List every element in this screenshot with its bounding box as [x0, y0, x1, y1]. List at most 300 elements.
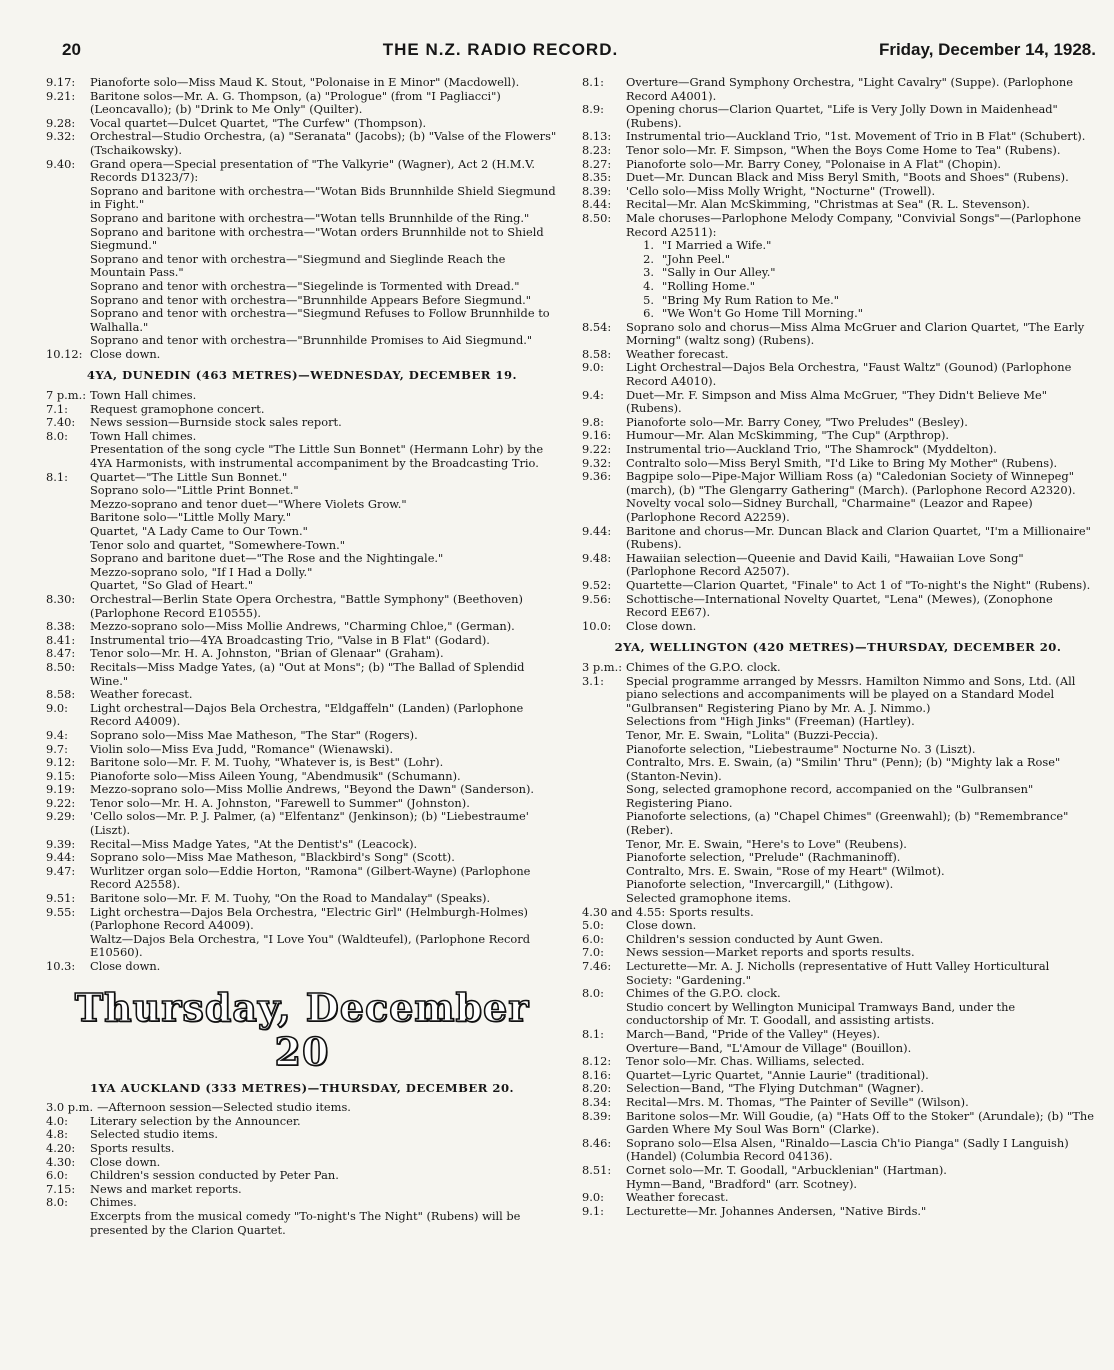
- programme-entry: [582, 1110, 1094, 1137]
- song-title: "John Peel.": [662, 251, 731, 266]
- entry-text: Grand opera—Special presentation of "The Valkyrie" (Wagner), Act 2 (H.M.V. Records D1323/7):: [90, 156, 535, 185]
- entry-time: 4.20:: [46, 1140, 76, 1155]
- programme-entry: [46, 212, 558, 226]
- entry-time: 6.0:: [582, 931, 604, 946]
- entry-text: News session—Market reports and sports results.: [626, 945, 915, 960]
- entry-text: Contralto, Mrs. E. Swain, "Rose of my Heart" (Wilmot).: [626, 863, 945, 878]
- numbered-song: [582, 294, 1094, 308]
- programme-entry: [46, 933, 558, 960]
- programme-entry: [46, 1115, 558, 1129]
- entry-text: Opening chorus—Clarion Quartet, "Life is Very Jolly Down in Maidenhead" (Rubens).: [626, 102, 1058, 130]
- entry-text: Quartet—Lyric Quartet, "Annie Laurie" (traditional).: [626, 1067, 929, 1082]
- song-title: "We Won't Go Home Till Morning.": [662, 306, 863, 321]
- entry-text: Chimes.: [90, 1195, 137, 1210]
- entry-text: Duet—Mr. Duncan Black and Miss Beryl Smith, "Boots and Shoes" (Rubens).: [626, 170, 1069, 185]
- entry-text: Soprano and tenor with orchestra—"Siegelinde is Tormented with Dread.": [90, 278, 520, 293]
- entry-text: Selected studio items.: [90, 1127, 218, 1142]
- entry-time: 8.12:: [582, 1054, 612, 1069]
- entry-text: Pianoforte solo—Mr. Barry Coney, "Polonaise in A Flat" (Chopin).: [626, 156, 1002, 171]
- entry-time: 9.0:: [46, 700, 68, 715]
- programme-entry: [46, 1101, 558, 1115]
- entry-time: 4.8:: [46, 1127, 68, 1142]
- right-programme-block-1: [582, 76, 1094, 239]
- entry-text: Selected gramophone items.: [626, 891, 792, 906]
- entry-text: Duet—Mr. F. Simpson and Miss Alma McGruer, "They Didn't Believe Me" (Rubens).: [626, 387, 1047, 416]
- programme-entry: [46, 566, 558, 580]
- entry-time: 3.0 p.m.: [46, 1100, 94, 1115]
- entry-text: Soprano and baritone duet—"The Rose and the Nightingale.": [90, 551, 444, 566]
- entry-time: 9.36:: [582, 469, 612, 484]
- entry-text: Close down.: [626, 918, 697, 933]
- entry-text: Soprano and tenor with orchestra—"Siegmund and Sieglinde Reach the Mountain Pass.": [90, 251, 506, 280]
- entry-text: Wurlitzer organ solo—Eddie Horton, "Ramona" (Gilbert-Wayne) (Parlophone Record A2558).: [90, 863, 531, 892]
- entry-text: Soprano and baritone with orchestra—"Wotan tells Brunnhilde of the Ring.": [90, 210, 530, 225]
- entry-text: Pianoforte selection, "Prelude" (Rachmaninoff).: [626, 850, 901, 865]
- programme-entry: [582, 1069, 1094, 1083]
- entry-text: Recital—Miss Madge Yates, "At the Dentist's" (Leacock).: [90, 836, 418, 851]
- programme-entry: [582, 1205, 1094, 1219]
- programme-entry: [582, 171, 1094, 185]
- programme-entry: [46, 647, 558, 661]
- entry-time: 9.15:: [46, 768, 76, 783]
- entry-text: Overture—Band, "L'Amour de Village" (Bouillon).: [626, 1040, 912, 1055]
- day-heading: Thursday, December 20: [74, 984, 530, 1074]
- entry-text: Baritone solos—Mr. A. G. Thompson, (a) "Prologue" (from "I Pagliacci") (Leoncavallo); (b) "Drink to Me Only" (Quilter).: [90, 88, 501, 117]
- entry-text: 'Cello solos—Mr. P. J. Palmer, (a) "Elfentanz" (Jenkinson); (b) "Liebestraume' (Liszt).: [90, 809, 529, 838]
- entry-text: Pianoforte solo—Miss Aileen Young, "Abendmusik" (Schumann).: [90, 768, 461, 783]
- entry-text: Baritone solos—Mr. Will Goudie, (a) "Hats Off to the Stoker" (Arundale); (b) "The Garden Where My Soul Was Born" (Clarke).: [626, 1108, 1094, 1137]
- entry-text: Violin solo—Miss Eva Judd, "Romance" (Wienawski).: [90, 741, 394, 756]
- programme-entry: [582, 429, 1094, 443]
- entry-text: Tenor, Mr. E. Swain, "Lolita" (Buzzi-Peccia).: [626, 727, 879, 742]
- entry-text: Baritone solo—"Little Molly Mary.": [90, 510, 292, 525]
- entry-time: 10.3:: [46, 959, 76, 973]
- entry-text: Recitals—Miss Madge Yates, (a) "Out at Mons"; (b) "The Ballad of Splendid Wine.": [90, 659, 525, 688]
- programme-entry: [46, 117, 558, 131]
- entry-time: 9.1:: [582, 1203, 604, 1218]
- entry-text: Soprano and baritone with orchestra—"Wotan orders Brunnhilde not to Shield Siegmund.": [90, 224, 544, 253]
- entry-time: 9.12:: [46, 755, 76, 770]
- programme-entry: [46, 1196, 558, 1210]
- programme-entry: [582, 457, 1094, 471]
- programme-entry: [46, 511, 558, 525]
- entry-time: 9.4:: [582, 387, 604, 402]
- programme-entry: [582, 1042, 1094, 1056]
- programme-entry: [582, 361, 1094, 388]
- entry-time: 9.29:: [46, 809, 76, 824]
- section-heading-4ya: 4YA, DUNEDIN (463 METRES)—WEDNESDAY, DECEMBER 19.: [86, 368, 518, 383]
- programme-entry: [582, 675, 1094, 716]
- numbered-song: [582, 280, 1094, 294]
- programme-entry: [582, 933, 1094, 947]
- entry-time: 7.46:: [582, 959, 612, 973]
- programme-entry: [46, 1210, 558, 1237]
- entry-time: 9.8:: [582, 414, 604, 429]
- numbered-song: [582, 266, 1094, 280]
- entry-time: 8.54:: [582, 319, 612, 334]
- entry-text: Close down.: [626, 618, 697, 633]
- entry-text: Orchestral—Berlin State Opera Orchestra, "Battle Symphony" (Beethoven) (Parlophone Record E10555).: [90, 591, 523, 620]
- entry-text: Children's session conducted by Aunt Gwen.: [626, 931, 884, 946]
- entry-time: 4.30:: [46, 1154, 76, 1169]
- left-programme-block-1: [46, 76, 558, 361]
- entry-text: Quartette—Clarion Quartet, "Finale" to Act 1 of "To-night's the Night" (Rubens).: [626, 577, 1091, 592]
- programme-entry: [582, 1096, 1094, 1110]
- entry-time: 7.0:: [582, 945, 604, 960]
- entry-time: 8.46:: [582, 1135, 612, 1150]
- entry-text: Hawaiian selection—Queenie and David Kaili, "Hawaiian Love Song" (Parlophone Record A2507).: [626, 550, 1024, 579]
- entry-time: 9.22:: [582, 442, 612, 457]
- programme-entry: [46, 865, 558, 892]
- entry-time: 8.1:: [582, 76, 604, 89]
- programme-entry: [46, 498, 558, 512]
- entry-time: 8.0:: [46, 1195, 68, 1210]
- programme-entry: [582, 1082, 1094, 1096]
- entry-text: Tenor solo—Mr. H. A. Johnston, "Brian of Glenaar" (Graham).: [90, 646, 444, 661]
- left-programme-block-2: [46, 389, 558, 974]
- entry-time: 9.32:: [46, 129, 76, 144]
- entry-text: Mezzo-soprano solo—Miss Mollie Andrews, "Beyond the Dawn" (Sanderson).: [90, 782, 535, 797]
- entry-text: Male choruses—Parlophone Melody Company, "Convivial Songs"—(Parlophone Record A2511):: [626, 210, 1081, 239]
- entry-time: 9.17:: [46, 76, 76, 89]
- entry-time: 8.16:: [582, 1067, 612, 1082]
- programme-entry: [582, 810, 1094, 837]
- entry-text: Quartet, "So Glad of Heart.": [90, 578, 254, 593]
- entry-time: 8.9:: [582, 102, 604, 117]
- entry-text: Weather forecast.: [626, 346, 729, 361]
- programme-entry: [46, 334, 558, 348]
- programme-entry: [582, 579, 1094, 593]
- entry-text: Selections from "High Jinks" (Freeman) (Hartley).: [626, 714, 915, 729]
- entry-time: 9.28:: [46, 115, 76, 130]
- programme-entry: [46, 634, 558, 648]
- programme-entry: [46, 851, 558, 865]
- programme-entry: [582, 1055, 1094, 1069]
- left-column: [46, 76, 558, 1356]
- entry-text: Weather forecast.: [626, 1190, 729, 1205]
- song-title: "Sally in Our Alley.": [662, 265, 776, 280]
- entry-text: Close down.: [90, 1154, 161, 1169]
- programme-entry: [582, 497, 1094, 524]
- programme-entry: [582, 525, 1094, 552]
- programme-entry: [46, 443, 558, 470]
- issue-date: Friday, December 14, 1928.: [878, 40, 1096, 59]
- programme-entry: [582, 715, 1094, 729]
- entry-text: Light Orchestral—Dajos Bela Orchestra, "Faust Waltz" (Gounod) (Parlophone Record A4010).: [626, 360, 1072, 389]
- programme-entry: [46, 729, 558, 743]
- entry-text: Contralto, Mrs. E. Swain, (a) "Smilin' Thru" (Penn); (b) "Mighty lak a Rose" (Stanton-Nevin).: [626, 755, 1061, 783]
- programme-entry: [46, 770, 558, 784]
- entry-text: Town Hall chimes.: [90, 428, 197, 443]
- programme-entry: [582, 198, 1094, 212]
- programme-entry: [582, 878, 1094, 892]
- programme-entry: [46, 90, 558, 117]
- programme-entry: [46, 797, 558, 811]
- numbered-song: [582, 239, 1094, 253]
- entry-text: Presentation of the song cycle "The Little Sun Bonnet" (Hermann Lohr) by the 4YA Harmonists, with instrumental accompaniment by the Broadcasting Trio.: [90, 442, 544, 471]
- entry-text: Mezzo-soprano solo—Miss Mollie Andrews, "Charming Chloe," (German).: [90, 619, 515, 634]
- entry-time: 9.32:: [582, 455, 612, 470]
- programme-entry: [46, 389, 558, 403]
- programme-entry: [46, 307, 558, 334]
- entry-time: 10.12:: [46, 346, 83, 361]
- programme-entry: [46, 552, 558, 566]
- song-title: "Rolling Home.": [662, 278, 756, 293]
- programme-entry: [46, 484, 558, 498]
- entry-text: Soprano solo—Miss Mae Matheson, "The Star" (Rogers).: [90, 727, 418, 742]
- programme-entry: [46, 756, 558, 770]
- programme-entry: [46, 620, 558, 634]
- programme-entry: [46, 838, 558, 852]
- programme-entry: [582, 1001, 1094, 1028]
- programme-entry: [582, 593, 1094, 620]
- entry-text: News and market reports.: [90, 1181, 242, 1196]
- programme-entry: [46, 471, 558, 485]
- programme-entry: [46, 430, 558, 444]
- programme-entry: [46, 253, 558, 280]
- programme-entry: [46, 892, 558, 906]
- columns: [46, 76, 1094, 1356]
- programme-entry: [46, 593, 558, 620]
- entry-text: Baritone solo—Mr. F. M. Tuohy, "Whatever is, is Best" (Lohr).: [90, 755, 444, 770]
- programme-entry: [46, 743, 558, 757]
- entry-text: Special programme arranged by Messrs. Hamilton Nimmo and Sons, Ltd. (All piano selections and accompaniments will be played on a Standard Model "Gulbransen" Registering Piano by Mr. A. J. Nimmo.): [626, 673, 1076, 715]
- right-column: [582, 76, 1094, 1356]
- programme-entry: [582, 443, 1094, 457]
- entry-text: Tenor solo—Mr. Chas. Williams, selected.: [626, 1054, 865, 1069]
- entry-text: Pianoforte selection, "Liebestraume" Nocturne No. 3 (Liszt).: [626, 741, 976, 756]
- entry-text: Lecturette—Mr. A. J. Nicholls (representative of Hutt Valley Horticultural Society: "Gardening.": [626, 959, 1050, 987]
- entry-text: Lecturette—Mr. Johannes Andersen, "Native Birds.": [626, 1203, 927, 1218]
- entry-text: Close down.: [90, 959, 161, 973]
- entry-time: 7.40:: [46, 415, 76, 430]
- entry-time: 3.1:: [582, 673, 604, 688]
- entry-text: Studio concert by Wellington Municipal Tramways Band, under the conductorship of Mr. T. Goodall, and assisting artists.: [626, 999, 1016, 1028]
- entry-text: Vocal quartet—Dulcet Quartet, "The Curfew" (Thompson).: [90, 115, 427, 130]
- entry-text: Baritone solo—Mr. F. M. Tuohy, "On the Road to Mandalay" (Speaks).: [90, 891, 491, 906]
- programme-entry: [46, 688, 558, 702]
- entry-text: Tenor solo—Mr. H. A. Johnston, "Farewell to Summer" (Johnston).: [90, 795, 470, 810]
- entry-text: Mezzo-soprano and tenor duet—"Where Violets Grow.": [90, 496, 407, 511]
- entry-text: Soprano solo—"Little Print Bonnet.": [90, 483, 299, 498]
- entry-time: 5.0:: [582, 918, 604, 933]
- entry-text: Pianoforte selections, (a) "Chapel Chimes" (Greenwahl); (b) "Remembrance" (Reber).: [626, 809, 1069, 838]
- entry-time: 8.20:: [582, 1081, 612, 1096]
- programme-entry: [582, 783, 1094, 810]
- entry-time: 9.16:: [582, 428, 612, 443]
- programme-entry: [582, 103, 1094, 130]
- entry-time: 10.0:: [582, 618, 612, 633]
- song-title: "I Married a Wife.": [662, 238, 772, 253]
- programme-entry: [46, 1128, 558, 1142]
- entry-text: Tenor, Mr. E. Swain, "Here's to Love" (Reubens).: [626, 836, 907, 851]
- programme-entry: [582, 552, 1094, 579]
- entry-time: 9.55:: [46, 904, 76, 919]
- programme-entry: [582, 348, 1094, 362]
- programme-entry: [582, 470, 1094, 497]
- entry-text: Baritone and chorus—Mr. Duncan Black and Clarion Quartet, "I'm a Millionaire" (Rubens).: [626, 523, 1091, 552]
- entry-text: Cornet solo—Mr. T. Goodall, "Arbucklenian" (Hartman).: [626, 1162, 947, 1177]
- entry-text: Pianoforte selection, "Invercargill," (Lithgow).: [626, 877, 894, 892]
- programme-entry: [46, 280, 558, 294]
- entry-time: 9.0:: [582, 1190, 604, 1205]
- entry-text: Sports results.: [90, 1140, 175, 1155]
- entry-text: —Afternoon session—Selected studio items.: [97, 1100, 351, 1115]
- programme-entry: [46, 579, 558, 593]
- entry-time: 8.23:: [582, 142, 612, 157]
- entry-time: 8.13:: [582, 129, 612, 144]
- programme-entry: [582, 620, 1094, 634]
- entry-time: 8.41:: [46, 632, 76, 647]
- programme-entry: [582, 212, 1094, 239]
- programme-entry: [582, 865, 1094, 879]
- programme-entry: [582, 919, 1094, 933]
- programme-entry: [582, 661, 1094, 675]
- programme-entry: [46, 416, 558, 430]
- entry-time: 8.30:: [46, 591, 76, 606]
- entry-text: Soprano and tenor with orchestra—"Brunnhilde Appears Before Siegmund.": [90, 292, 532, 307]
- programme-entry: [46, 294, 558, 308]
- entry-text: Hymn—Band, "Bradford" (arr. Scotney).: [626, 1176, 858, 1191]
- entry-text: Town Hall chimes.: [90, 388, 197, 403]
- entry-text: Instrumental trio—Auckland Trio, "The Shamrock" (Myddelton).: [626, 442, 997, 457]
- entry-text: Novelty vocal solo—Sidney Burchall, "Charmaine" (Leazor and Rapee) (Parlophone Record A2259).: [626, 496, 1033, 524]
- entry-time: 4.30 and 4.55:: [582, 904, 666, 919]
- entry-text: News session—Burnside stock sales report.: [90, 415, 342, 430]
- programme-entry: [582, 144, 1094, 158]
- entry-text: March—Band, "Pride of the Valley" (Heyes).: [626, 1026, 881, 1041]
- numbered-song: [582, 253, 1094, 267]
- entry-text: Humour—Mr. Alan McSkimming, "The Cup" (Arpthrop).: [626, 428, 950, 443]
- entry-time: 7.15:: [46, 1181, 76, 1196]
- publication-title: THE N.Z. RADIO RECORD.: [382, 40, 619, 59]
- programme-entry: [46, 906, 558, 933]
- entry-time: 8.51:: [582, 1162, 612, 1177]
- entry-text: Soprano solo—Elsa Alsen, "Rinaldo—Lascia Ch'io Pianga" (Sadly I Languish) (Handel) (Columbia Record 04136).: [626, 1135, 1069, 1164]
- entry-text: Pianoforte solo—Mr. Barry Coney, "Two Preludes" (Besley).: [626, 414, 968, 429]
- programme-entry: [46, 1183, 558, 1197]
- page-number: 20: [62, 40, 81, 59]
- programme-entry: [46, 1142, 558, 1156]
- entry-text: Soprano solo—Miss Mae Matheson, "Blackbird's Song" (Scott).: [90, 850, 455, 865]
- entry-text: Contralto solo—Miss Beryl Smith, "I'd Like to Bring My Mother" (Rubens).: [626, 455, 1058, 470]
- entry-time: 8.39:: [582, 1108, 612, 1123]
- song-number: 4.: [643, 278, 654, 293]
- entry-text: Instrumental trio—4YA Broadcasting Trio, "Valse in B Flat" (Godard).: [90, 632, 490, 647]
- programme-entry: [46, 810, 558, 837]
- entry-text: Instrumental trio—Auckland Trio, "1st. Movement of Trio in B Flat" (Schubert).: [626, 129, 1086, 144]
- programme-entry: [582, 987, 1094, 1001]
- entry-text: Song, selected gramophone record, accompanied on the "Gulbransen" Registering Piano.: [626, 782, 1034, 810]
- entry-time: 8.35:: [582, 170, 612, 185]
- entry-time: 9.19:: [46, 782, 76, 797]
- entry-text: Quartet—"The Little Sun Bonnet.": [90, 469, 288, 484]
- programme-entry: [582, 743, 1094, 757]
- programme-entry: [582, 1137, 1094, 1164]
- programme-entry: [582, 960, 1094, 987]
- entry-text: Waltz—Dajos Bela Orchestra, "I Love You" (Waldteufel), (Parlophone Record E10560).: [90, 931, 530, 960]
- section-heading-2ya: 2YA, WELLINGTON (420 METRES)—THURSDAY, DECEMBER 20.: [614, 640, 1062, 655]
- programme-entry: [46, 185, 558, 212]
- entry-time: 8.44:: [582, 197, 612, 212]
- entry-text: Sports results.: [669, 904, 754, 919]
- entry-time: 9.7:: [46, 741, 68, 756]
- entry-text: 'Cello solo—Miss Molly Wright, "Nocturne" (Trowell).: [626, 183, 936, 198]
- entry-text: Recital—Mrs. M. Thomas, "The Painter of Seville" (Wilson).: [626, 1094, 969, 1109]
- numbered-song: [582, 307, 1094, 321]
- entry-text: Light orchestra—Dajos Bela Orchestra, "Electric Girl" (Helmburgh-Holmes) (Parlophone Record A4009).: [90, 904, 528, 933]
- entry-time: 8.1:: [46, 469, 68, 484]
- entry-time: 9.56:: [582, 591, 612, 606]
- programme-entry: [46, 348, 558, 362]
- song-number: 2.: [643, 251, 654, 266]
- programme-entry: [582, 321, 1094, 348]
- numbered-song-list: [582, 239, 1094, 321]
- programme-entry: [582, 838, 1094, 852]
- programme-entry: [46, 403, 558, 417]
- programme-entry: [582, 756, 1094, 783]
- entry-time: 8.50:: [582, 210, 612, 225]
- entry-time: 9.40:: [46, 156, 76, 171]
- song-title: "Bring My Rum Ration to Me.": [662, 292, 839, 307]
- entry-time: 8.58:: [46, 687, 76, 702]
- entry-text: Close down.: [90, 346, 161, 361]
- programme-entry: [46, 1156, 558, 1170]
- programme-entry: [582, 1178, 1094, 1192]
- programme-entry: [582, 892, 1094, 906]
- entry-time: 9.0:: [582, 360, 604, 375]
- entry-text: Pianoforte solo—Miss Maud K. Stout, "Polonaise in E Minor" (Macdowell).: [90, 76, 520, 89]
- programme-entry: [582, 130, 1094, 144]
- entry-time: 8.58:: [582, 346, 612, 361]
- programme-entry: [46, 783, 558, 797]
- entry-text: Literary selection by the Announcer.: [90, 1113, 301, 1128]
- entry-text: Weather forecast.: [90, 687, 193, 702]
- entry-time: 7.1:: [46, 401, 68, 416]
- entry-time: 4.0:: [46, 1113, 68, 1128]
- entry-time: 9.44:: [582, 523, 612, 538]
- entry-time: 9.4:: [46, 727, 68, 742]
- programme-entry: [582, 158, 1094, 172]
- programme-entry: [582, 851, 1094, 865]
- entry-text: Soprano solo and chorus—Miss Alma McGruer and Clarion Quartet, "The Early Morning" (waltz song) (Rubens).: [626, 319, 1085, 348]
- entry-time: 9.51:: [46, 891, 76, 906]
- programme-entry: [46, 226, 558, 253]
- entry-text: Quartet, "A Lady Came to Our Town.": [90, 524, 308, 538]
- song-number: 6.: [643, 306, 654, 321]
- entry-text: Orchestral—Studio Orchestra, (a) "Seranata" (Jacobs); (b) "Valse of the Flowers" (Tschaikowsky).: [90, 129, 557, 157]
- entry-time: 8.39:: [582, 183, 612, 198]
- entry-time: 8.34:: [582, 1094, 612, 1109]
- entry-time: 9.48:: [582, 550, 612, 565]
- programme-entry: [582, 1191, 1094, 1205]
- entry-text: Chimes of the G.P.O. clock.: [626, 986, 781, 1001]
- programme-entry: [46, 158, 558, 185]
- right-programme-block-3: [582, 661, 1094, 1218]
- entry-text: Soprano and tenor with orchestra—"Brunnhilde Promises to Aid Siegmund.": [90, 333, 533, 348]
- song-number: 5.: [643, 292, 654, 307]
- entry-text: Schottische—International Novelty Quartet, "Lena" (Mewes), (Zonophone Record EE67).: [626, 591, 1053, 620]
- programme-entry: [582, 1028, 1094, 1042]
- programme-entry: [46, 1169, 558, 1183]
- programme-entry: [46, 960, 558, 974]
- programme-entry: [582, 906, 1094, 920]
- programme-entry: [582, 416, 1094, 430]
- programme-entry: [46, 76, 558, 90]
- entry-time: 3 p.m.:: [582, 659, 623, 674]
- entry-time: 9.47:: [46, 863, 76, 878]
- entry-time: 8.1:: [582, 1026, 604, 1041]
